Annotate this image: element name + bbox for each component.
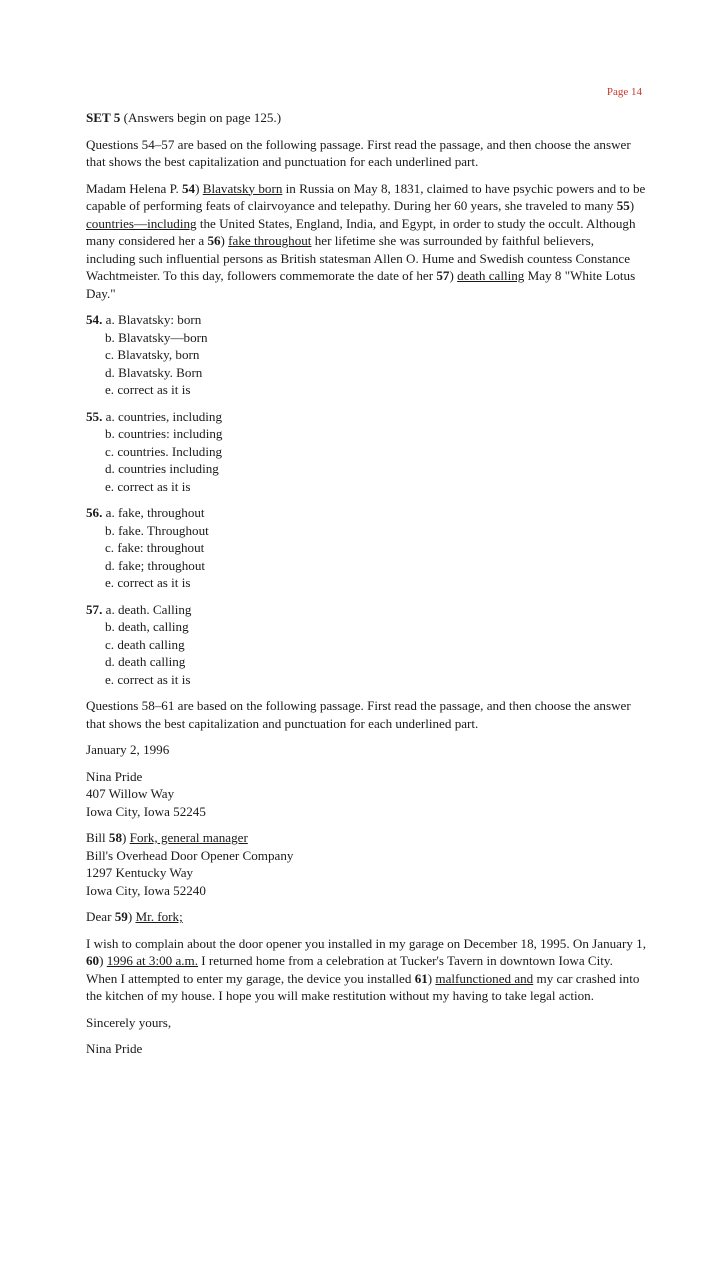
page-number: Page 14 [606,86,642,98]
question-number: 55. [86,408,103,424]
option-d: d. countries including [105,461,219,476]
recipient-prefix: Bill [86,830,109,845]
option-e: e. correct as it is [105,575,191,590]
recipient-address [86,829,646,899]
set-heading [86,109,646,127]
passage1: Madam Helena P. 54) Blavatsky born in Russia on May 8, 1831, claimed to have psychic powers and to be capable of performing feats of clairvoyance and telepathy. During her 60 years, she traveled to many 55) countries—including the United States, England, India, and Egypt, in order to study the occult. Although many considered her a 56) fake throughout her lifetime she was surrounded by faithful believers, including such influential persons as British statesman Allen O. Hume and Swedish countess Constance Wachtmeister. To this day, followers commemorate the date of her 57) death calling May 8 "White Lotus Day." [86,180,646,301]
option-e: e. correct as it is [105,382,191,397]
question-56 [86,504,646,592]
question-55 [86,408,646,496]
recipient-street: 1297 Kentucky Way [86,865,194,880]
letter-text: I returned home from a celebration at Tucker's Tavern in downtown Iowa City. When I attempted to enter my garage, the device you installed [86,953,613,986]
ref-61: 61 [414,970,428,986]
ref-59: 59 [114,909,128,924]
option-c: c. death calling [105,636,185,652]
passage1-text: Madam Helena P. [86,180,182,196]
closing: Sincerely yours, [86,1014,172,1030]
ref-54: 54 [182,180,196,196]
option-a: a. Blavatsky: born [105,312,202,327]
underline-60: 1996 at 3:00 a.m. [106,953,199,968]
salutation: Dear 59) Mr. fork; [86,909,183,924]
document-body [86,109,646,1067]
underline-56: fake throughout [228,233,312,248]
salutation-prefix: Dear [86,909,115,924]
option-a: a. countries, including [105,408,223,424]
letter-text: I wish to complain about the door opener you installed in my garage on December 18, 1995. On January 1, [86,935,646,951]
question-54 [86,311,646,399]
passage1-instructions: Questions 54–57 are based on the following passage. First read the passage, and then choose the answer that shows the best capitalization and punctuation for each underlined part. [86,136,631,169]
passage1-text: her lifetime she was surrounded by faithful believers, including such influential persons as British statesman Allen O. Hume and Swedish countess Constance Wachtmeister. To this day, followers commemorate the date of her [86,233,631,283]
option-e: e. correct as it is [105,478,191,494]
option-d: d. fake; throughout [105,557,205,573]
recipient-name: Bill 58) Fork, general manager [86,830,248,845]
passage2-instructions: Questions 58–61 are based on the following passage. First read the passage, and then choose the answer that shows the best capitalization and punctuation for each underlined part. [86,698,631,731]
ref-55: 55 [616,198,630,213]
underline-54: Blavatsky born [202,180,283,196]
ref-60: 60 [86,953,100,968]
question-number: 57. [86,601,103,617]
option-a: a. death. Calling [105,601,192,617]
passage1-text: the United States, England, India, and Egypt, in order to study the occult. Although many considered her a [86,215,636,248]
recipient-company: Bill's Overhead Door Opener Company [86,847,294,863]
option-d: d. death calling [105,654,186,669]
option-c: c. fake: throughout [105,540,205,555]
underline-58: Fork, general manager [129,830,248,845]
ref-56: 56 [207,233,221,248]
recipient-city: Iowa City, Iowa 52240 [86,882,206,898]
underline-61: malfunctioned and [435,970,534,986]
option-c: c. Blavatsky, born [105,347,200,362]
passage1-text: in Russia on May 8, 1831, claimed to have psychic powers and to be capable of performing feats of clairvoyance and telepathy. During her 60 years, she traveled to many [86,180,646,213]
question-number: 54. [86,312,103,327]
sender-name: Nina Pride [86,768,143,784]
sender-city: Iowa City, Iowa 52245 [86,803,206,819]
letter-text: my car crashed into the kitchen of my house. I hope you will make restitution without my having to take legal action. [86,970,640,1003]
sender-address [86,768,646,821]
sender-street: 407 Willow Way [86,786,175,801]
set-note: (Answers begin on page 125.) [120,110,282,125]
option-a: a. fake, throughout [105,505,205,520]
option-b: b. fake. Throughout [105,522,209,538]
option-d: d. Blavatsky. Born [105,364,203,380]
ref-57: 57 [436,268,450,283]
passage1-text: May 8 "White Lotus Day." [86,268,636,301]
signature: Nina Pride [86,1041,143,1056]
option-c: c. countries. Including [105,443,223,459]
set-title: SET 5 [86,110,121,125]
question-number: 56. [86,505,103,520]
option-e: e. correct as it is [105,671,191,687]
underline-55: countries—including [86,215,197,231]
option-b: b. countries: including [105,426,223,441]
question-57 [86,601,646,689]
option-b: b. death, calling [105,619,189,634]
letter-date: January 2, 1996 [86,742,170,757]
option-b: b. Blavatsky—born [105,329,208,345]
ref-58: 58 [108,830,123,845]
underline-59: Mr. fork; [135,909,183,924]
underline-57: death calling [457,268,525,283]
letter-body: I wish to complain about the door opener you installed in my garage on December 18, 1995. On January 1, 60) 1996 at 3:00 a.m. I returned home from a celebration at Tucker's Tavern in downtown Iowa City. When I attempted to enter my garage, the device you installed 61) malfunctioned and my car crashed into the kitchen of my house. I hope you will make restitution without my having to take legal action. [86,935,646,1003]
